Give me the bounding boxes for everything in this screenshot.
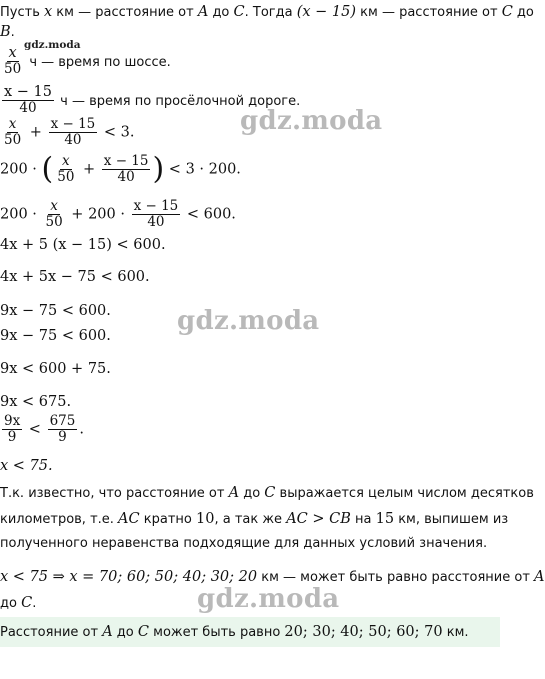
explanation-line-2: километров, т.е. AC кратно 10, а так же AC > CB на 15 км, выпишем из: [0, 511, 509, 527]
implication-line-2: до C.: [0, 595, 37, 611]
watermark-3: gdz.moda: [197, 584, 340, 614]
inequality-2: 200 · ( $\frac{x}{50}$ + $\frac{x - 15}{40}$ ) < 3 · 200.: [0, 151, 241, 187]
explanation-line-1: Т.к. известно, что расстояние от A до C выражается целым числом десятков: [0, 485, 534, 501]
implication-line-1: x < 75 ⇒ x = 70; 60; 50; 40; 30; 20 км — может быть равно расстояние от A: [0, 569, 545, 585]
equation-line: 9x − 75 < 600.: [0, 303, 111, 319]
intro-line-2: B.: [0, 24, 15, 40]
watermark-2: gdz.moda: [177, 306, 320, 336]
inequality-4: $\frac{9x}{9}$ < $\frac{675}{9}$ .: [4, 413, 84, 445]
equation-line: 4x + 5x − 75 < 600.: [0, 269, 150, 285]
watermark-1: gdz.moda: [240, 106, 383, 136]
fraction: $\frac{x - 15}{40}$: [4, 84, 52, 116]
answer-line: Расстояние от A до C может быть равно 20; 30; 40; 50; 60; 70 км.: [0, 624, 469, 640]
equation-line: 4x + 5 (x − 15) < 600.: [0, 237, 166, 253]
highway-time-line: $\frac{x}{50}$ ч — время по шоссе.: [4, 45, 171, 77]
equation-line: 9x < 675.: [0, 394, 72, 410]
fraction: $\frac{x}{50}$: [4, 45, 22, 77]
explanation-line-3: полученного неравенства подходящие для данных условий значения.: [0, 536, 488, 551]
watermark-small: gdz.moda: [24, 39, 81, 51]
equation-line: 9x − 75 < 600.: [0, 328, 111, 344]
inequality-1: $\frac{x}{50}$ + $\frac{x - 15}{40}$ < 3.: [4, 116, 135, 148]
intro-line-1: Пусть x км — расстояние от A до C. Тогда (x − 15) км — расстояние от C до: [0, 4, 534, 20]
result-x: x < 75.: [0, 458, 53, 474]
dirt-road-time-line: $\frac{x - 15}{40}$ ч — время по просёлочной дороге.: [4, 84, 301, 116]
equation-line: 9x < 600 + 75.: [0, 361, 111, 377]
inequality-3: 200 · $\frac{x}{50}$ + 200 · $\frac{x - 15}{40}$ < 600.: [0, 198, 236, 230]
